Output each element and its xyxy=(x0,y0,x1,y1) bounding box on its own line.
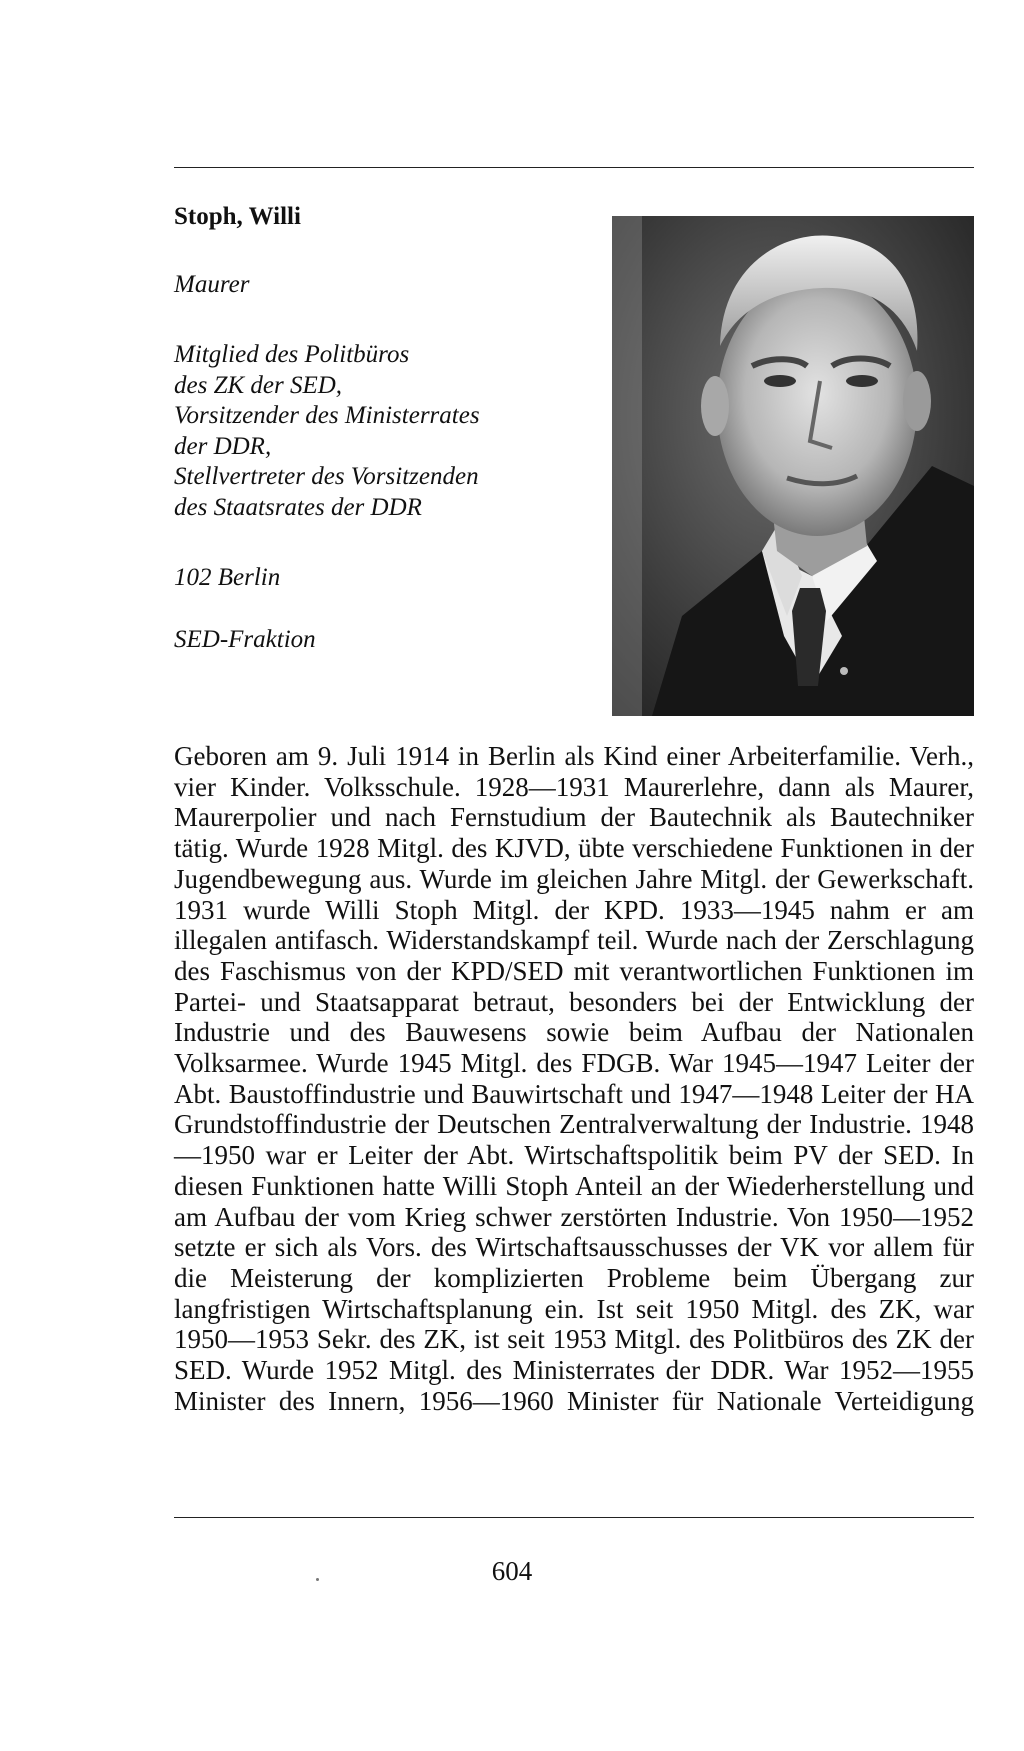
function-line: Vorsitzender des Ministerrates xyxy=(174,402,480,429)
person-name: Stoph, Willi xyxy=(174,203,301,230)
function-line: Stellvertreter des Vorsitzenden xyxy=(174,463,479,490)
parliamentary-group: SED-Fraktion xyxy=(174,626,316,653)
function-line: der DDR, xyxy=(174,432,272,460)
profession: Maurer xyxy=(174,271,250,298)
entry-header xyxy=(174,200,594,657)
function-line: des ZK der SED, xyxy=(174,371,343,399)
bottom-rule xyxy=(174,1517,974,1518)
biography-paragraph: Geboren am 9. Juli 1914 in Berlin als Kind einer Arbeiterfamilie. Verh., vier Kinder. Volksschule. 1928—1931 Maurerlehre, dann als Maurer, Maurerpolier und nach Fernstudium der Bautechnik als Bautechniker tätig. Wurde 1928 Mitgl. des KJVD, übte verschiedene Funktionen in der Jugendbewegung aus. Wurde im gleichen Jahre Mitgl. der Gewerkschaft. 1931 wurde Willi Stoph Mitgl. der KPD. 1933—1945 nahm er am illegalen antifasch. Widerstandskampf teil. Wurde nach der Zerschlagung des Faschismus von der KPD/SED mit verantwortlichen Funktionen im Partei- und Staatsapparat betraut, besonders bei der Entwicklung der Industrie und des Bauwesens sowie beim Aufbau der Nationalen Volksarmee. Wurde 1945 Mitgl. des FDGB. War 1945—1947 Leiter der Abt. Baustoffindustrie und Bauwirtschaft und 1947—1948 Leiter der HA Grundstoffindustrie der Deutschen Zentralverwaltung der Industrie. 1948—1950 war er Leiter der Abt. Wirtschaftspolitik beim PV der SED. In diesen Funktionen hatte Willi Stoph Anteil an der Wiederherstellung und am Aufbau der vom Krieg schwer zerstörten Industrie. Von 1950—1952 setzte er sich als Vors. des Wirtschaftsausschusses der VK vor allem für die Meisterung der komplizierten Probleme beim Übergang zur langfristigen Wirtschaftsplanung ein. Ist seit 1950 Mitgl. des ZK, war 1950—1953 Sekr. des ZK, ist seit 1953 Mitgl. des Politbüros des ZK der SED. Wurde 1952 Mitgl. des Ministerrates der DDR. War 1952—1955 Minister des Innern, 1956—1960 Minister für Nationale Verteidigung xyxy=(174,741,974,1416)
top-rule xyxy=(174,167,974,168)
functions-list xyxy=(174,340,594,523)
function-line: Mitglied des Politbüros xyxy=(174,341,410,368)
portrait-photo xyxy=(612,216,974,716)
address: 102 Berlin xyxy=(174,564,281,591)
function-line: des Staatsrates der DDR xyxy=(174,493,422,521)
biography-text xyxy=(174,741,974,1416)
page-number: 604 xyxy=(491,1556,533,1586)
